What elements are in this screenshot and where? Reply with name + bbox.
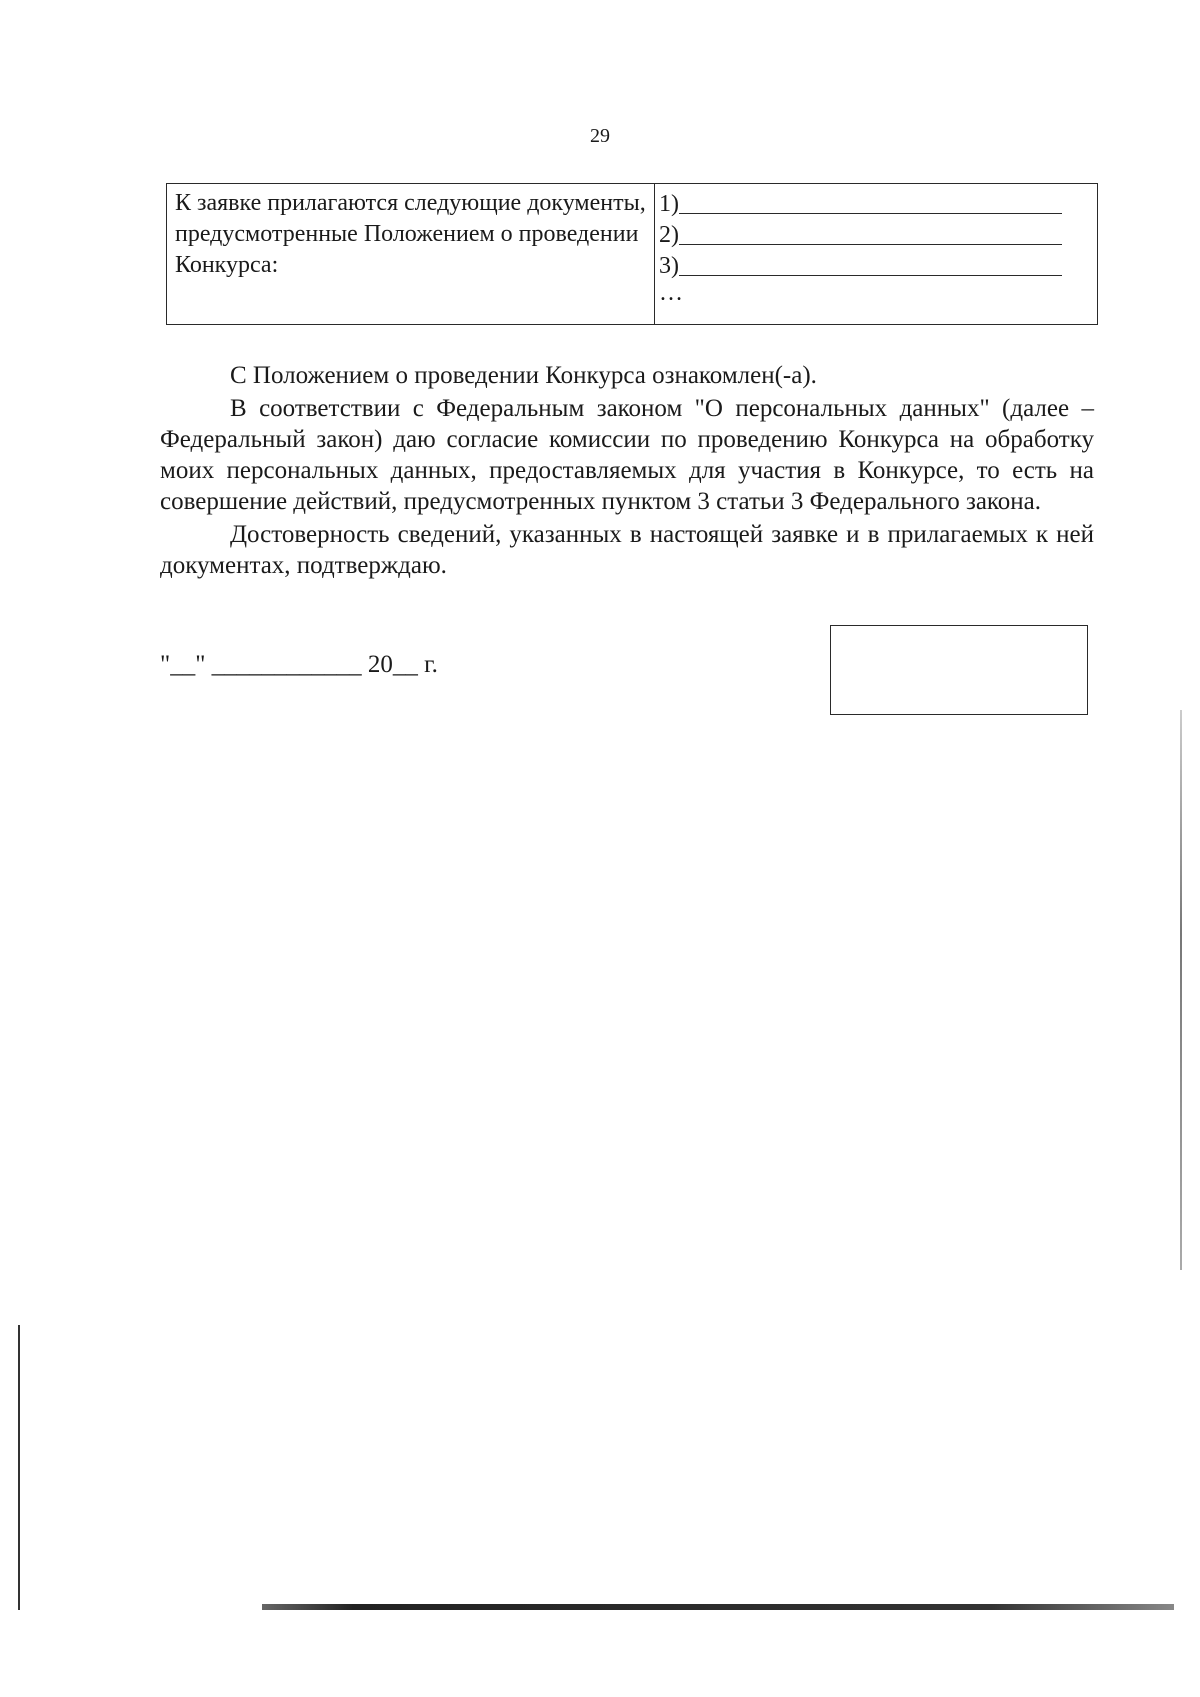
attachment-number: 2) [659, 222, 679, 248]
attachment-line [659, 189, 1097, 220]
attachment-blank [679, 243, 1062, 245]
page-number: 29 [590, 125, 610, 147]
consent-paragraph: В соответствии с Федеральным законом "О персональных данных" (далее – Федеральный закон) даю согласие комиссии по проведению Конкурса на обработку моих персональных данных, предоставляемых для участия в Конкурсе, то есть на совершение действий, предусмотренных пунктом 3 статьи 3 Федерального закона. [160, 395, 1094, 515]
attachment-blank [679, 212, 1062, 214]
scan-edge-left [18, 1325, 20, 1610]
acknowledgement-paragraph: С Положением о проведении Конкурса ознакомлен(-а). [230, 362, 817, 389]
attachment-line [659, 220, 1097, 251]
confirmation-paragraph: Достоверность сведений, указанных в настоящей заявке и в прилагаемых к ней документах, подтверждаю. [160, 521, 1094, 579]
scan-edge-right [1180, 710, 1182, 1270]
attachment-number: 1) [659, 191, 679, 217]
body-text [160, 360, 1094, 581]
scan-bottom-edge [262, 1604, 1174, 1610]
signature-box [830, 625, 1088, 715]
attachment-number: 3) [659, 253, 679, 279]
attachments-label: К заявке прилагаются следующие документы, предусмотренные Положением о проведении Конкурса: [167, 184, 655, 324]
attachment-line [659, 251, 1097, 282]
attachments-table [166, 183, 1098, 325]
date-line: "__" ____________ 20__ г. [160, 651, 438, 678]
attachment-blank [679, 274, 1062, 276]
attachments-list [655, 184, 1097, 324]
attachment-ellipsis: … [659, 280, 683, 306]
